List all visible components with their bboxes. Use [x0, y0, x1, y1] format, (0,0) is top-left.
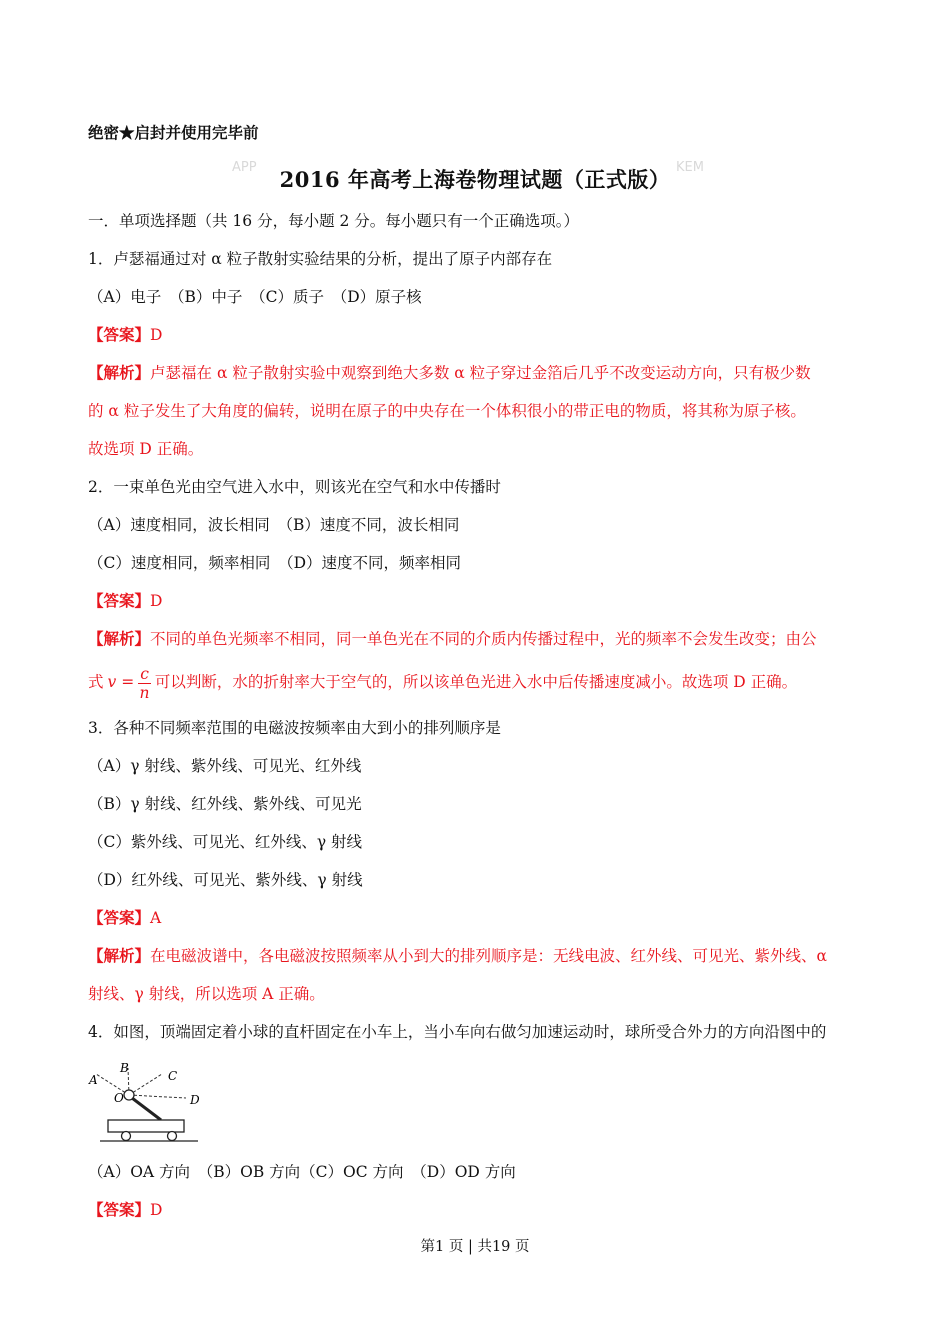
q3-option-c: （C）紫外线、可见光、红外线、γ 射线 [88, 833, 363, 851]
q1-options: （A）电子 （B）中子 （C）质子 （D）原子核 [88, 288, 422, 306]
secret-mark: 绝密★启封并使用完毕前 [88, 123, 259, 142]
page-title: 2016 年高考上海卷物理试题（正式版） [279, 167, 671, 192]
answer-value: D [150, 592, 163, 610]
q2-analysis-2 [88, 662, 797, 702]
formula-denominator: n [139, 683, 150, 702]
q3-option-d: （D）红外线、可见光、紫外线、γ 射线 [88, 871, 363, 889]
q1-analysis-1 [88, 363, 811, 383]
answer-label: 【答案】 [88, 1200, 151, 1219]
q4-options: （A）OA 方向 （B）OB 方向（C）OC 方向 （D）OD 方向 [88, 1163, 516, 1181]
q3-analysis-1 [88, 946, 827, 966]
q1-analysis-3: 故选项 D 正确。 [88, 440, 204, 458]
q1-analysis-2: 的 α 粒子发生了大角度的偏转，说明在原子的中央存在一个体积很小的带正电的物质，将其称为原子核。 [88, 402, 806, 420]
line-od [129, 1095, 186, 1098]
wheel-right [168, 1132, 177, 1141]
ball [124, 1090, 134, 1100]
analysis-text: 在电磁波谱中，各电磁波按照频率从小到大的排列顺序是：无线电波、红外线、可见光、紫外线、α [150, 947, 827, 965]
q4-stem: 4．如图，顶端固定着小球的直杆固定在小车上，当小车向右做匀加速运动时，球所受合外力的方向沿图中的 [88, 1023, 827, 1041]
q2-stem: 2．一束单色光由空气进入水中，则该光在空气和水中传播时 [88, 478, 501, 496]
line-oa [96, 1074, 129, 1095]
analysis-label: 【解析】 [88, 629, 151, 648]
answer-label: 【答案】 [88, 908, 151, 927]
section-heading: 一．单项选择题（共 16 分，每小题 2 分。每小题只有一个正确选项。） [88, 212, 580, 230]
line-oc [129, 1074, 162, 1095]
answer-value: A [150, 909, 162, 927]
q3-option-b: （B）γ 射线、红外线、紫外线、可见光 [88, 795, 362, 813]
q2-answer [88, 591, 162, 611]
label-c: C [168, 1069, 178, 1083]
formula-fraction [138, 665, 151, 702]
analysis-label: 【解析】 [88, 946, 151, 965]
answer-value: D [150, 326, 163, 344]
analysis-text: 不同的单色光频率不相同，同一单色光在不同的介质内传播过程中，光的频率不会发生改变；由公 [150, 630, 817, 648]
formula-numerator: c [140, 664, 149, 683]
analysis-text-post: 可以判断，水的折射率大于空气的，所以该单色光进入水中后传播速度减小。故选项 D 正确。 [154, 673, 798, 691]
watermark-left: APP [232, 160, 257, 175]
label-o: O [114, 1091, 124, 1105]
label-d: D [190, 1093, 200, 1107]
label-b: B [120, 1061, 129, 1075]
q2-analysis-1 [88, 629, 817, 649]
analysis-text: 卢瑟福在 α 粒子散射实验中观察到绝大多数 α 粒子穿过金箔后几乎不改变运动方向，只有极少数 [150, 364, 811, 382]
q3-answer [88, 908, 161, 928]
q1-answer [88, 325, 162, 345]
q2-options-ab: （A）速度相同，波长相同 （B）速度不同，波长相同 [88, 516, 460, 534]
answer-label: 【答案】 [88, 591, 151, 610]
answer-label: 【答案】 [88, 325, 151, 344]
q3-option-a: （A）γ 射线、紫外线、可见光、红外线 [88, 757, 362, 775]
analysis-text-pre: 式 [88, 673, 104, 691]
page-footer: 第1 页 | 共19 页 [420, 1239, 530, 1255]
answer-value: D [150, 1201, 163, 1219]
q4-answer [88, 1200, 162, 1220]
watermark-right: KEM [676, 160, 704, 175]
q3-stem: 3．各种不同频率范围的电磁波按频率由大到小的排列顺序是 [88, 719, 501, 737]
cart-figure [86, 1058, 216, 1148]
q1-stem: 1．卢瑟福通过对 α 粒子散射实验结果的分析，提出了原子内部存在 [88, 250, 553, 268]
label-a: A [89, 1073, 98, 1087]
analysis-label: 【解析】 [88, 363, 151, 382]
cart-body [108, 1120, 184, 1132]
formula-lhs: v = [107, 673, 135, 691]
rod [132, 1098, 161, 1120]
q2-options-cd: （C）速度相同，频率相同 （D）速度不同，频率相同 [88, 554, 462, 572]
wheel-left [122, 1132, 131, 1141]
q3-analysis-2: 射线、γ 射线，所以选项 A 正确。 [88, 985, 325, 1003]
